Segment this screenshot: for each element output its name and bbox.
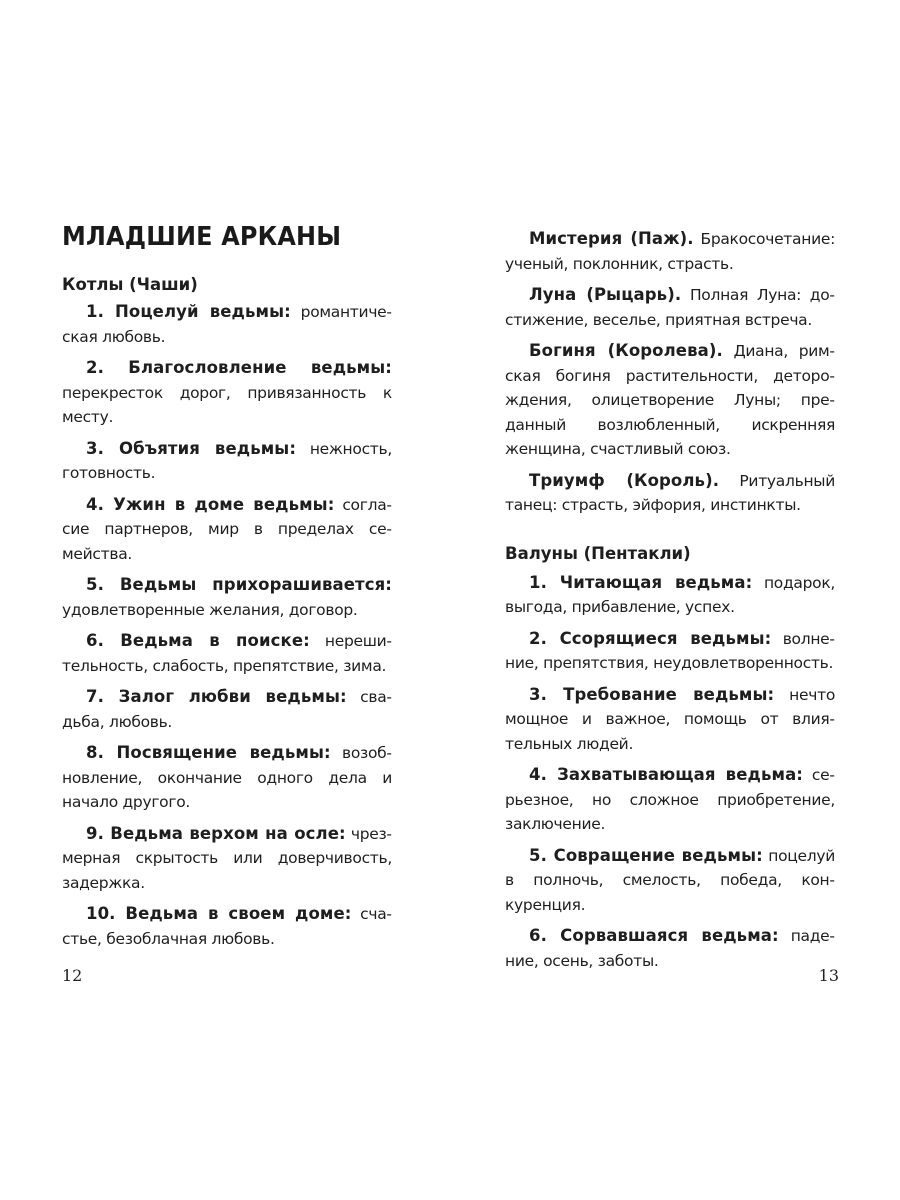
entry-term: 10. Ведьма в своем доме: [86, 904, 352, 923]
entry-term: 2. Ссорящиеся ведьмы: [529, 628, 772, 648]
entry-text: нежность, готовность. [62, 439, 392, 482]
entry-term: 2. Благословление ведьмы: [86, 358, 392, 377]
list-item [62, 685, 392, 734]
entry-text: Диана, римская богиня растительности, деторождения, олицетворение Луны; преданный возлюбленный, искренняя женщина, счастливый союз. [505, 342, 835, 458]
entry-term: 9. Ведьма верхом на осле: [86, 823, 346, 843]
list-item [62, 437, 392, 486]
entry-text: Бракосочетание: ученый, поклонник, страсть. [505, 230, 835, 273]
list-item [62, 629, 392, 678]
entry-text: Полная Луна: достижение, веселье, приятная встреча. [505, 286, 835, 329]
entry-text: удовлетворенные желания, договор. [62, 600, 358, 619]
list-item [505, 844, 835, 918]
entry-term: 5. Совращение ведьмы: [529, 845, 763, 865]
entry-term: 4. Ужин в доме ведьмы: [86, 494, 335, 514]
list-item [62, 493, 392, 567]
entry-text: подарок, выгода, прибавление, успех. [505, 573, 836, 616]
entry-text: перекресток дорог, привязанность к месту. [62, 383, 392, 426]
list-item [505, 339, 835, 462]
list-item [505, 571, 835, 620]
list-item [505, 627, 835, 676]
page-title: МЛАДШИЕ АРКАНЫ [62, 222, 342, 252]
entry-text: нечто мощное и важное, помощь от влиятельных людей. [505, 685, 836, 753]
left-page [62, 0, 392, 1200]
list-item [505, 924, 835, 973]
left-text-flow [62, 272, 392, 958]
entry-term: 4. Захватывающая ведьма: [529, 765, 803, 784]
entry-text: поцелуй в полночь, смелость, победа, конкуренция. [505, 846, 835, 914]
list-item [505, 227, 835, 276]
entry-term: 6. Сорвавшаяся ведьма: [529, 926, 779, 945]
entry-term: 3. Объятия ведьмы: [86, 438, 297, 458]
page-number-right: 13 [818, 966, 839, 985]
entry-text: согласие партнеров, мир в пределах семейства. [62, 495, 392, 563]
list-item [62, 741, 392, 815]
entry-text: нерешительность, слабость, препятствие, зима. [62, 632, 392, 675]
entry-term: 1. Читающая ведьма: [529, 572, 753, 592]
entry-term: 1. Поцелуй ведьмы: [86, 302, 291, 321]
entry-text: свадьба, любовь. [62, 688, 392, 731]
list-item [505, 283, 835, 332]
entry-text: романтическая любовь. [62, 303, 393, 346]
section-heading-cups: Котлы (Чаши) [62, 275, 198, 294]
entry-text: чрезмерная скрытость или доверчивость, задержка. [62, 824, 393, 892]
list-item [505, 763, 835, 837]
entry-term: 8. Посвящение ведьмы: [86, 743, 331, 762]
entry-term: Луна (Рыцарь). [529, 285, 682, 304]
entry-term: 5. Ведьмы прихорашивается: [86, 575, 392, 594]
entry-term: Мистерия (Паж). [529, 229, 694, 248]
list-item [62, 902, 392, 951]
entry-text: Ритуальный танец: страсть, эйфория, инстинкты. [505, 471, 835, 514]
entry-text: падение, осень, заботы. [505, 927, 836, 970]
list-item [505, 469, 835, 518]
entry-term: 3. Требование ведьмы: [529, 684, 775, 704]
list-item [62, 822, 392, 896]
page-number-left: 12 [62, 966, 83, 985]
right-page [505, 0, 839, 1200]
entry-text: счастье, безоблачная любовь. [62, 905, 392, 948]
list-item [62, 356, 392, 430]
entry-text: возобновление, окончание одного дела и начало другого. [62, 744, 393, 811]
entry-text: волнение, препятствия, неудовлетворенность. [505, 629, 835, 672]
section-heading-pentacles: Валуны (Пентакли) [505, 543, 691, 563]
entry-term: 7. Залог любви ведьмы: [86, 687, 347, 706]
entry-text: серьезное, но сложное приобретение, заключение. [505, 766, 835, 833]
list-item [505, 683, 835, 757]
right-text-flow [505, 227, 835, 980]
entry-term: Триумф (Король). [529, 470, 720, 490]
list-item [62, 573, 392, 622]
list-item [62, 300, 392, 349]
entry-term: 6. Ведьма в поиске: [86, 631, 310, 650]
entry-term: Богиня (Королева). [529, 341, 723, 360]
